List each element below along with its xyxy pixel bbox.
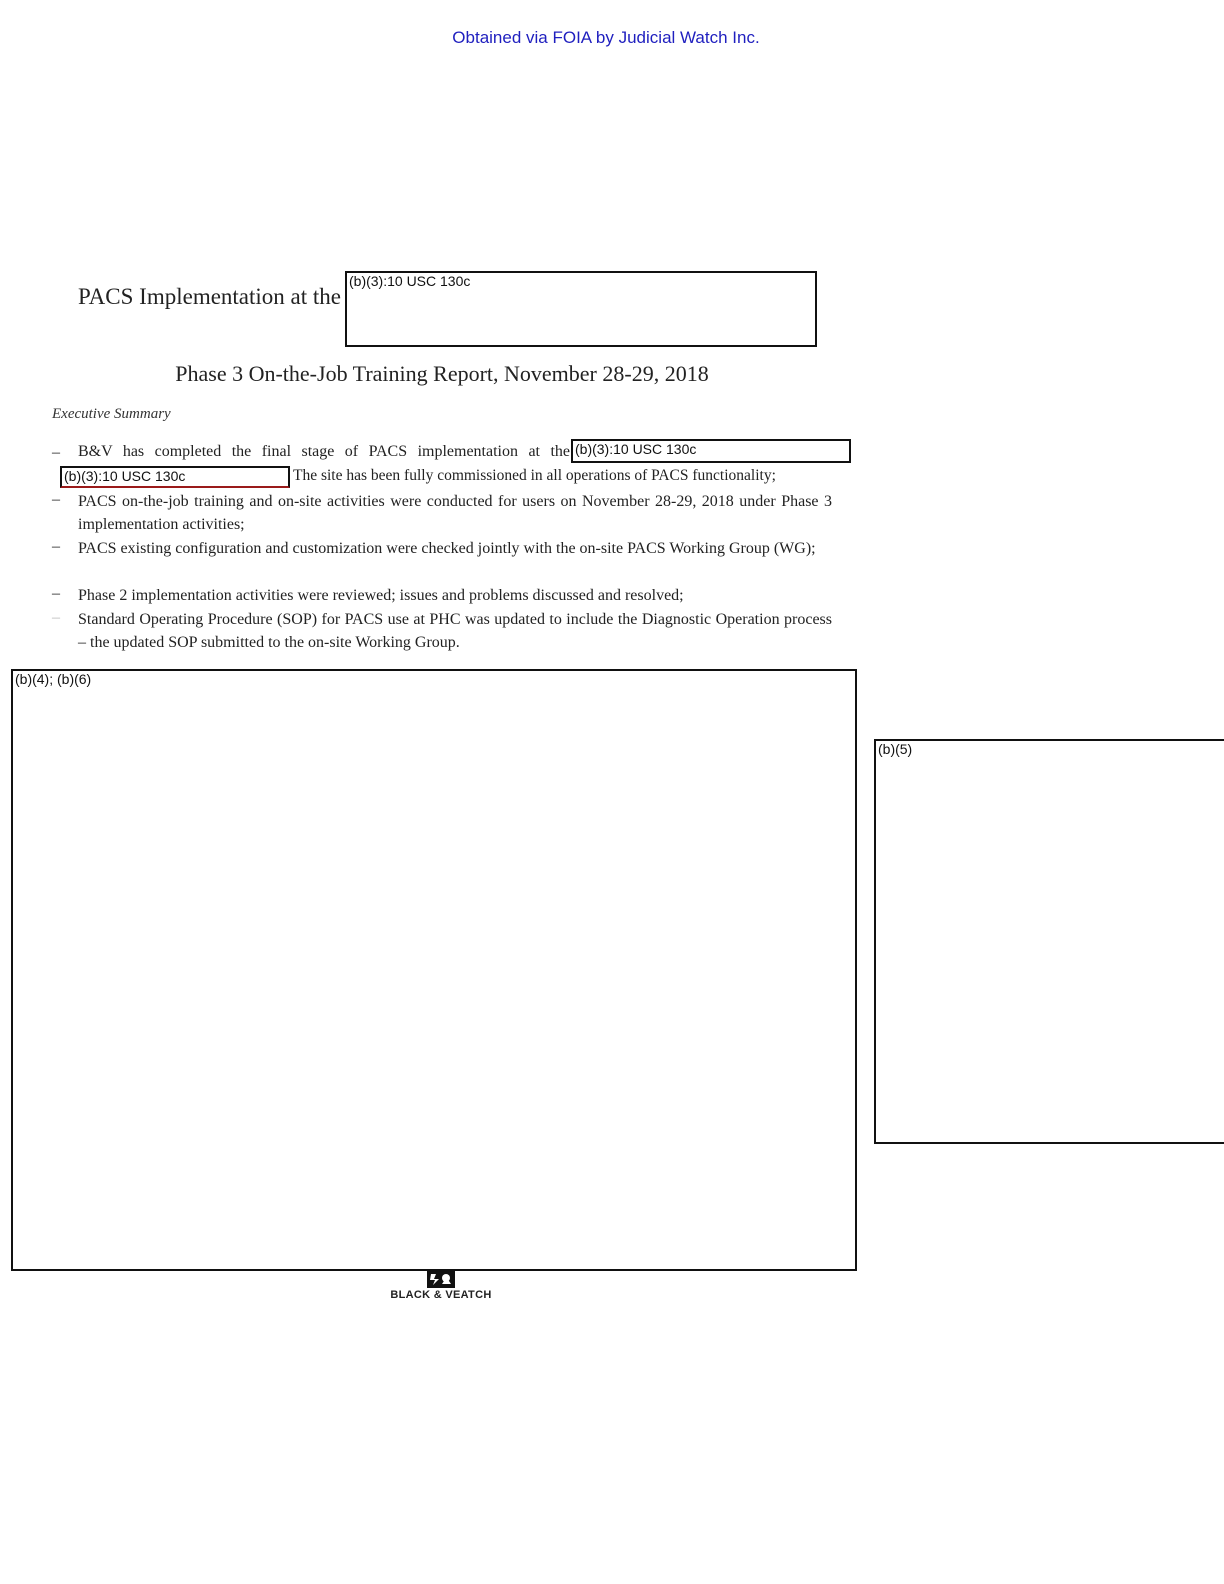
redaction-label: (b)(4); (b)(6) <box>15 671 92 687</box>
bullet-1-line-1: B&V has completed the final stage of PACS implementation at the <box>78 443 570 460</box>
bullet-dash: – <box>52 444 60 461</box>
bullet-3-text: PACS existing configuration and customization were checked jointly with the on-site PACS Working Group (WG); <box>78 540 816 557</box>
foia-banner: Obtained via FOIA by Judicial Watch Inc. <box>452 28 760 47</box>
redaction-label: (b)(5) <box>878 741 913 757</box>
redaction-box-bullet-1b <box>60 466 290 488</box>
bullet-5-text: Standard Operating Procedure (SOP) for PACS use at PHC was updated to include the Diagnostic Operation process – the updated SOP submitted to the on-site Working Group. <box>78 611 832 651</box>
bullet-dash: – <box>52 585 60 602</box>
bullet-dash: – <box>52 609 60 626</box>
bullet-4-text: Phase 2 implementation activities were reviewed; issues and problems discussed and resolved; <box>78 587 684 604</box>
executive-summary-heading: Executive Summary <box>52 406 171 422</box>
redaction-label: (b)(3):10 USC 130c <box>575 441 697 457</box>
bullet-2-text: PACS on-the-job training and on-site activities were conducted for users on November 28-29, 2018 under Phase 3 implementation activities; <box>78 493 832 533</box>
black-veatch-logo-icon <box>427 1270 455 1288</box>
report-subtitle: Phase 3 On-the-Job Training Report, November 28-29, 2018 <box>175 361 709 386</box>
bullet-dash: – <box>52 491 60 508</box>
redaction-box-bullet-1a <box>571 439 851 463</box>
logo-text: BLACK & VEATCH <box>390 1289 492 1301</box>
redaction-label: (b)(3):10 USC 130c <box>349 273 471 289</box>
redaction-box-right <box>874 739 1224 1144</box>
redaction-label: (b)(3):10 USC 130c <box>64 468 186 484</box>
bullet-1-line-2: The site has been fully commissioned in all operations of PACS functionality; <box>293 467 776 484</box>
redaction-box-title <box>345 271 817 347</box>
company-logo <box>388 1270 494 1301</box>
page-title: PACS Implementation at the <box>78 284 341 309</box>
bullet-dash: – <box>52 538 60 555</box>
redaction-box-large <box>11 669 857 1271</box>
